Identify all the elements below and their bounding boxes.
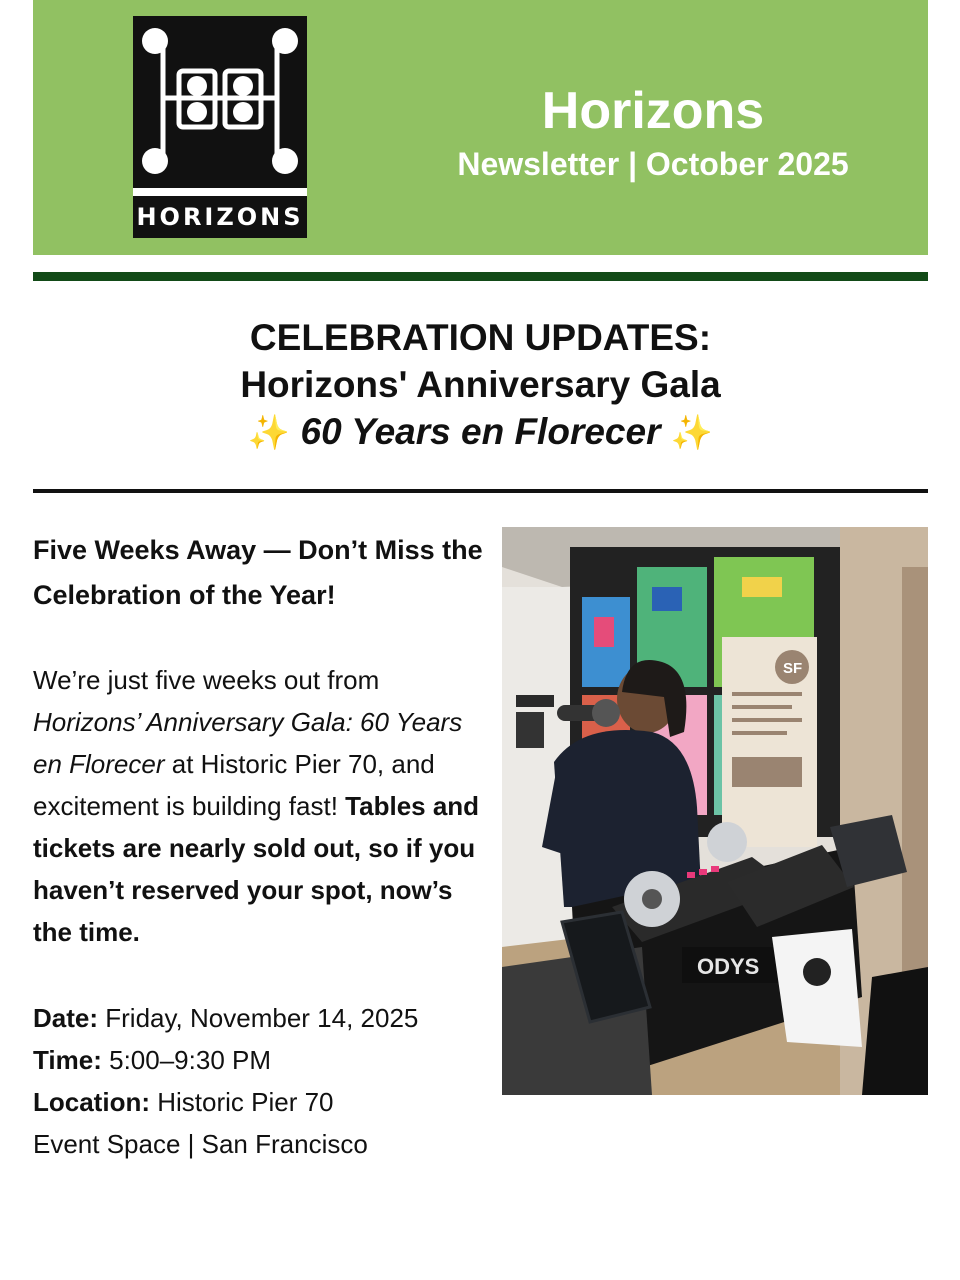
logo-wordmark: HORIZONS (133, 196, 307, 238)
date-label: Date: (33, 1003, 99, 1033)
headline-event-name: 60 Years en Florecer (300, 411, 661, 452)
page-title (33, 314, 928, 457)
time-value: 5:00–9:30 PM (109, 1045, 271, 1075)
location-value: Historic Pier 70 (157, 1087, 334, 1117)
section-divider (33, 489, 928, 493)
horizons-logo (133, 16, 307, 238)
article-paragraph (33, 659, 488, 953)
newsletter-title: Horizons (541, 82, 765, 140)
location-line-2: Event Space | San Francisco (33, 1129, 368, 1159)
dj-photo (502, 527, 928, 1095)
event-details (33, 997, 488, 1165)
location-label: Location: (33, 1087, 150, 1117)
article-column (33, 528, 488, 1165)
detail-location (33, 1081, 488, 1123)
sparkle-icon: ✨ (247, 414, 291, 452)
date-value: Friday, November 14, 2025 (105, 1003, 419, 1033)
sign-text: SF (783, 660, 803, 677)
newsletter-header (33, 0, 928, 255)
paragraph-rest: at Historic Pier 70, and excitement is building fast! (33, 749, 435, 821)
headline-line-3 (33, 408, 928, 457)
paragraph-event-name: Horizons’ Anniversary Gala: 60 Years en Florecer (33, 707, 463, 779)
sparkle-icon: ✨ (670, 414, 714, 452)
headline-line-2: Horizons' Anniversary Gala (240, 364, 721, 405)
newsletter-issue: Newsletter | October 2025 (457, 146, 849, 182)
headline-line-1: CELEBRATION UPDATES: (249, 317, 712, 358)
time-label: Time: (33, 1045, 102, 1075)
controller-brand: ODYS (697, 954, 760, 979)
logo-mark-icon (133, 16, 307, 188)
header-text (423, 80, 883, 184)
paragraph-intro: We’re just five weeks out from (33, 665, 380, 695)
detail-time (33, 1039, 488, 1081)
paragraph-callout: Tables and tickets are nearly sold out, so if you haven’t reserved your spot, now’s the time. (33, 791, 480, 947)
article-subhead: Five Weeks Away — Don’t Miss the Celebration of the Year! (33, 535, 483, 610)
header-divider (33, 272, 928, 281)
detail-date (33, 997, 488, 1039)
